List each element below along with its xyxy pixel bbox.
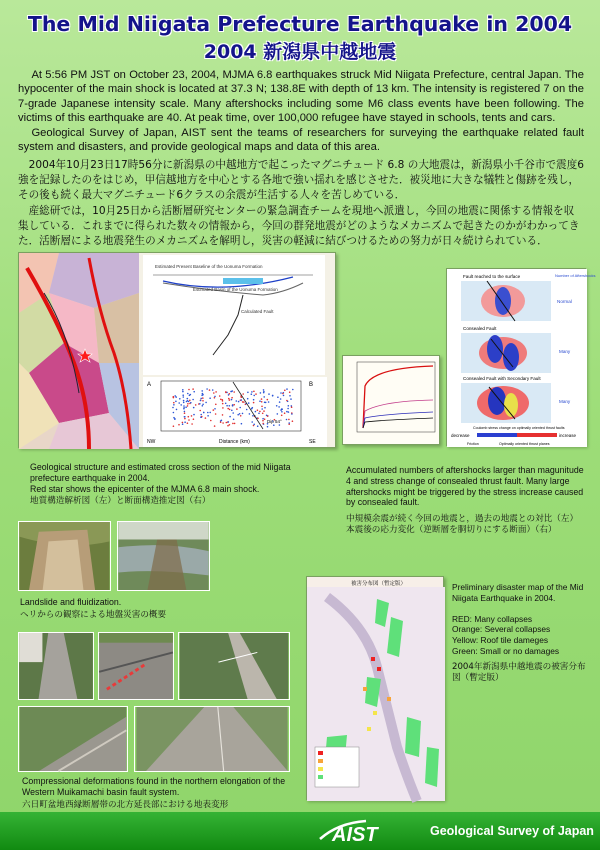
earthquake-dot <box>278 406 280 408</box>
earthquake-dot <box>233 419 235 421</box>
stress-label-optimal: Optimally oriented thrust planes <box>499 442 550 446</box>
earthquake-dot <box>203 412 205 414</box>
earthquake-dot <box>247 392 249 394</box>
earthquake-dot <box>228 394 230 396</box>
earthquake-dot <box>280 392 282 394</box>
aftershock-caption-ja: 中規模余震が続く今回の地震と，過去の地震との対比（左）本震後の応力変化（逆断層を胴切りにする断面）（右） <box>346 514 579 535</box>
landslide-caption <box>20 597 220 621</box>
earthquake-dot <box>187 405 189 407</box>
earthquake-dot <box>286 388 288 390</box>
earthquake-dot <box>202 394 204 396</box>
earthquake-dot <box>178 424 180 426</box>
earthquake-dot <box>184 411 186 413</box>
earthquake-dot <box>175 401 177 403</box>
legend-red: RED: Many collapses <box>452 613 533 624</box>
earthquake-dot <box>255 393 257 395</box>
earthquake-dot <box>241 399 243 401</box>
landslide-photo-2 <box>117 521 210 591</box>
geology-caption-ja: 地質構造解析図（左）と断面構造推定図（右） <box>30 496 211 507</box>
earthquake-dot <box>263 392 265 394</box>
earthquake-dot <box>200 414 202 416</box>
earthquake-dot <box>233 404 235 406</box>
earthquake-dot <box>281 415 283 417</box>
earthquake-dot <box>232 423 234 425</box>
earthquake-dot <box>183 407 185 409</box>
earthquake-dot <box>202 400 204 402</box>
earthquake-dot <box>268 401 270 403</box>
earthquake-dot <box>259 411 261 413</box>
earthquake-dot <box>188 416 190 418</box>
landslide-caption-ja: ヘリからの観察による地盤災害の概要 <box>20 609 167 620</box>
aftershock-count-chart <box>343 356 441 446</box>
earthquake-dot <box>253 391 255 393</box>
earthquake-dot <box>199 410 201 412</box>
earthquake-dot <box>213 409 215 411</box>
earthquake-dot <box>267 399 269 401</box>
seismicity-section <box>143 377 327 447</box>
earthquake-dot <box>182 422 184 424</box>
earthquake-dot <box>215 391 217 393</box>
earthquake-dot <box>260 392 262 394</box>
stress-label-many: Many <box>559 349 571 354</box>
earthquake-dot <box>205 402 207 404</box>
earthquake-dot <box>284 412 286 414</box>
stress-label-f1: Fault reached to the surface <box>463 274 521 279</box>
earthquake-dot <box>190 402 192 404</box>
earthquake-dot <box>202 397 204 399</box>
stress-label-num: Number of Aftershocks <box>555 273 596 278</box>
geology-caption-en2: Red star shows the epicenter of the MJMA 6.8 main shock. <box>30 483 260 494</box>
earthquake-dot <box>280 398 282 400</box>
earthquake-dot <box>231 397 233 399</box>
footer-bar <box>0 812 600 850</box>
earthquake-dot <box>200 400 202 402</box>
earthquake-dot <box>193 391 195 393</box>
earthquake-dot <box>228 421 230 423</box>
stress-plot-3 <box>461 383 551 423</box>
earthquake-dot <box>251 408 253 410</box>
earthquake-dot <box>178 402 180 404</box>
earthquake-dot <box>255 411 257 413</box>
earthquake-dot <box>240 415 242 417</box>
earthquake-dot <box>222 400 224 402</box>
earthquake-dot <box>233 391 235 393</box>
label-basin: Estimated Basin of the Uonuma Formation <box>193 287 278 292</box>
disaster-caption-en: Preliminary disaster map of the Mid Niigata Earthquake in 2004. <box>452 582 584 603</box>
earthquake-dot <box>257 418 259 420</box>
earthquake-dot <box>239 413 241 415</box>
earthquake-dot <box>183 396 185 398</box>
earthquake-dot <box>257 425 259 427</box>
earthquake-dot <box>215 404 217 406</box>
earthquake-dot <box>183 400 185 402</box>
earthquake-dot <box>267 426 269 428</box>
earthquake-dot <box>262 420 264 422</box>
stress-plot-2 <box>461 333 551 373</box>
earthquake-dot <box>225 391 227 393</box>
earthquake-dot <box>242 401 244 403</box>
earthquake-dot <box>172 407 174 409</box>
earthquake-dot <box>215 413 217 415</box>
earthquake-dot <box>276 405 278 407</box>
earthquake-dot <box>188 419 190 421</box>
earthquake-dot <box>226 405 228 407</box>
earthquake-dot <box>263 396 265 398</box>
earthquake-dot <box>229 405 231 407</box>
compression-photo-1 <box>18 632 94 700</box>
aftershock-caption <box>346 465 586 536</box>
earthquake-dot <box>264 407 266 409</box>
label-dip: Dip 54° <box>267 419 282 424</box>
earthquake-dot <box>207 415 209 417</box>
earthquake-dot <box>187 403 189 405</box>
cross-section-diagram <box>143 255 325 375</box>
earthquake-dot <box>187 422 189 424</box>
legend-orange: Orange: Several collapses <box>452 624 551 635</box>
earthquake-dot <box>258 413 260 415</box>
earthquake-dot <box>288 419 290 421</box>
earthquake-dot <box>267 415 269 417</box>
earthquake-dot <box>199 403 201 405</box>
earthquake-dot <box>262 413 264 415</box>
earthquake-dot <box>273 424 275 426</box>
earthquake-dot <box>238 401 240 403</box>
geology-caption <box>30 462 330 507</box>
earthquake-dot <box>251 391 253 393</box>
disaster-map-panel <box>306 576 444 800</box>
earthquake-dot <box>183 405 185 407</box>
earthquake-dot <box>226 422 228 424</box>
earthquake-dot <box>241 423 243 425</box>
earthquake-dot <box>264 402 266 404</box>
earthquake-dot <box>253 399 255 401</box>
aftershock-graph-panel <box>342 355 440 445</box>
earthquake-dot <box>229 416 231 418</box>
label-se: SE <box>309 439 316 445</box>
earthquake-dot <box>239 407 241 409</box>
earthquake-dot <box>288 411 290 413</box>
intro-japanese <box>18 158 584 249</box>
earthquake-dot <box>202 404 204 406</box>
earthquake-dot <box>206 388 208 390</box>
label-b: B <box>309 382 314 388</box>
earthquake-dot <box>193 418 195 420</box>
stress-change-diagram <box>447 269 596 447</box>
earthquake-dot <box>182 423 184 425</box>
earthquake-dot <box>237 414 239 416</box>
earthquake-dot <box>283 395 285 397</box>
stress-label-increase: increase <box>559 433 577 438</box>
earthquake-dot <box>220 421 222 423</box>
earthquake-dot <box>209 397 211 399</box>
earthquake-dot <box>279 401 281 403</box>
stress-plot-1 <box>461 281 551 321</box>
earthquake-dot <box>292 389 294 391</box>
earthquake-dot <box>268 393 270 395</box>
earthquake-dot <box>279 424 281 426</box>
poster-subtitle: 2004 新潟県中越地震 <box>203 41 397 63</box>
earthquake-dot <box>173 425 175 427</box>
earthquake-dot <box>220 399 222 401</box>
earthquake-dot <box>187 393 189 395</box>
earthquake-dot <box>176 409 178 411</box>
earthquake-dot <box>229 399 231 401</box>
earthquake-dot <box>246 409 248 411</box>
stress-change-panel <box>446 268 596 446</box>
legend-green: Green: Small or no damages <box>452 645 560 656</box>
earthquake-dot <box>251 421 253 423</box>
earthquake-dot <box>259 400 261 402</box>
compression-photo-5 <box>134 706 290 772</box>
stress-label-f2: Consealed Fault <box>463 326 497 331</box>
earthquake-dot <box>232 405 234 407</box>
stress-label-many2: Many <box>559 399 571 404</box>
earthquake-dot <box>236 408 238 410</box>
stress-label-f3: Consealed Fault with Secondary Fault <box>463 376 541 381</box>
earthquake-dot <box>173 412 175 414</box>
aftershock-caption-en: Accumulated numbers of aftershocks larger than magunitude 4 and stress change of consealed thrust fault. Many large aftershocks might be triggered by the stress increase caused by consealed fault. <box>346 465 584 508</box>
label-distance: Distance (km) <box>219 439 250 445</box>
aist-logo <box>318 819 428 845</box>
landslide-caption-en: Landslide and fluidization. <box>20 597 122 607</box>
earthquake-dot <box>174 418 176 420</box>
compression-caption <box>22 776 312 810</box>
earthquake-dot <box>205 417 207 419</box>
earthquake-dot <box>230 391 232 393</box>
earthquake-dot <box>214 425 216 427</box>
earthquake-dot <box>231 410 233 412</box>
earthquake-dot <box>221 420 223 422</box>
earthquake-dot <box>184 421 186 423</box>
earthquake-dot <box>184 412 186 414</box>
earthquake-dot <box>261 406 263 408</box>
earthquake-dot <box>253 424 255 426</box>
earthquake-dot <box>263 389 265 391</box>
stress-label-normal: Normal <box>557 299 572 304</box>
earthquake-dot <box>213 392 215 394</box>
earthquake-dot <box>261 408 263 410</box>
earthquake-dot <box>248 402 250 404</box>
earthquake-dot <box>185 406 187 408</box>
earthquake-dot <box>200 398 202 400</box>
earthquake-dot <box>288 422 290 424</box>
earthquake-dot <box>231 399 233 401</box>
earthquake-dot <box>190 394 192 396</box>
earthquake-dot <box>193 414 195 416</box>
intro-en-paragraph-1: At 5:56 PM JST on October 23, 2004, MJMA 6.8 earthquakes struck Mid Niigata Prefecture, central Japan. The hypocenter of the main shock is located at 37.3 N; 138.8E with depth of 13 km. The intensity is registered 7 on the 7-grade Japanese intensity scale. Many aftershocks including some M6 class events have been following. The victims of this earthquake are 40. At peak time, over 100,000 refugee have stayed in schools, tents and cars. <box>18 69 584 125</box>
label-fault: Calculated Fault <box>241 309 274 314</box>
earthquake-dot <box>251 393 253 395</box>
earthquake-dot <box>229 409 231 411</box>
earthquake-dot <box>242 413 244 415</box>
earthquake-dot <box>219 395 221 397</box>
earthquake-dot <box>290 398 292 400</box>
earthquake-dot <box>227 408 229 410</box>
legend-yellow: Yellow: Roof tile dameges <box>452 634 549 645</box>
earthquake-dot <box>253 402 255 404</box>
earthquake-dot <box>191 423 193 425</box>
earthquake-dot <box>232 412 234 414</box>
earthquake-dot <box>277 396 279 398</box>
earthquake-dot <box>284 390 286 392</box>
intro-en-paragraph-2: Geological Survey of Japan, AIST sent the teams of researchers for surveying the earthquake related fault system and disasters, and provide geological maps and data of this area. <box>18 126 584 154</box>
stress-label-coulomb: Coulomb stress change on optimally oriented thrust faults <box>473 426 565 430</box>
earthquake-dot <box>207 412 209 414</box>
earthquake-dot <box>227 425 229 427</box>
earthquake-dot <box>261 401 263 403</box>
earthquake-dot <box>214 396 216 398</box>
earthquake-dot <box>222 422 224 424</box>
earthquake-dot <box>182 391 184 393</box>
geology-caption-en: Geological structure and estimated cross section of the mid Niigata prefecture earthquake in 2004. <box>30 462 291 483</box>
earthquake-dot <box>209 412 211 414</box>
earthquake-dot <box>247 398 249 400</box>
earthquake-dot <box>195 404 197 406</box>
label-nw: NW <box>147 439 156 445</box>
intro-ja-paragraph-2: 産総研では，10月25日から活断層研究センターの緊急調査チームを現地へ派遣し，今回の地震に関係する情報を収集している．これまでに得られた数々の情報から，今回の群発地震がどのようなメカニズムで起きたのかがわかってきた．活断層による地震発生のメカニズムを解明し，災害の軽減に結びつけるための努力が日々続けられている． <box>18 204 580 248</box>
earthquake-dot <box>289 395 291 397</box>
earthquake-dot <box>272 395 274 397</box>
earthquake-dot <box>257 409 259 411</box>
earthquake-dot <box>175 396 177 398</box>
earthquake-dot <box>264 418 266 420</box>
earthquake-dot <box>291 406 293 408</box>
earthquake-dot <box>183 402 185 404</box>
geology-panel <box>18 252 336 448</box>
earthquake-dot <box>192 388 194 390</box>
disaster-caption <box>452 582 592 683</box>
disaster-map-title: 被害分布図（暫定版） <box>351 581 407 587</box>
earthquake-dot <box>253 395 255 397</box>
earthquake-dot <box>286 419 288 421</box>
compression-caption-ja: 六日町盆地西縁断層帯の北方延長部における地表変形 <box>22 799 229 810</box>
intro-ja-paragraph-1: 2004年10月23日17時56分に新潟県の中越地方で起こったマグニチュード 6.8 の大地震は，新潟県小千谷市で震度6強を記録したのをはじめ，甲信越地方を中心とする各地で強い揺れを感じさせた．被災地に大きな犠牲と傷跡を残し，その後も続く最大マグニチュード6クラスの余震が生活する人々を苦しめている． <box>18 159 584 202</box>
earthquake-dot <box>229 424 231 426</box>
earthquake-dot <box>210 420 212 422</box>
earthquake-dot <box>292 420 294 422</box>
earthquake-dot <box>242 393 244 395</box>
earthquake-dot <box>280 409 282 411</box>
earthquake-dot <box>182 389 184 391</box>
earthquake-dot <box>289 391 291 393</box>
earthquake-dot <box>173 397 175 399</box>
earthquake-dot <box>222 407 224 409</box>
landslide-photo-1 <box>18 521 111 591</box>
disaster-caption-ja: 2004年新潟県中越地震の被害分布図（暫定版） <box>452 662 586 683</box>
stress-label-friction: Friction <box>467 442 479 446</box>
label-a: A <box>147 382 152 388</box>
earthquake-dot <box>192 399 194 401</box>
earthquake-dot <box>225 403 227 405</box>
earthquake-dot <box>263 410 265 412</box>
intro-english <box>18 68 584 154</box>
earthquake-dot <box>187 400 189 402</box>
earthquake-dot <box>184 418 186 420</box>
earthquake-dot <box>201 416 203 418</box>
aist-logo-text: AIST <box>332 824 378 846</box>
earthquake-dot <box>212 389 214 391</box>
earthquake-dot <box>214 397 216 399</box>
earthquake-dot <box>189 400 191 402</box>
earthquake-dot <box>214 408 216 410</box>
earthquake-dot <box>281 411 283 413</box>
earthquake-dot <box>180 404 182 406</box>
disaster-map <box>307 587 445 801</box>
earthquake-dot <box>287 408 289 410</box>
earthquake-dot <box>188 389 190 391</box>
poster-title: The Mid Niigata Prefecture Earthquake in 2004 <box>27 12 573 36</box>
earthquake-dot <box>179 398 181 400</box>
earthquake-dot <box>187 398 189 400</box>
earthquake-dot <box>193 407 195 409</box>
org-name: Geological Survey of Japan <box>430 824 594 838</box>
earthquake-dot <box>262 418 264 420</box>
earthquake-dot <box>277 413 279 415</box>
earthquake-dot <box>228 398 230 400</box>
earthquake-dot <box>252 415 254 417</box>
label-baseline: Estimated Present Baseline of the Uonuma Formation <box>155 264 263 269</box>
earthquake-dot <box>222 403 224 405</box>
earthquake-dot <box>222 414 224 416</box>
earthquake-dot <box>288 405 290 407</box>
earthquake-dot <box>173 404 175 406</box>
compression-photo-2 <box>98 632 174 700</box>
earthquake-dot <box>182 394 184 396</box>
earthquake-dot <box>201 390 203 392</box>
earthquake-dot <box>236 400 238 402</box>
earthquake-dot <box>262 423 264 425</box>
earthquake-dot <box>249 413 251 415</box>
earthquake-dot <box>286 400 288 402</box>
compression-photo-4 <box>18 706 128 772</box>
earthquake-dot <box>209 389 211 391</box>
earthquake-dot <box>291 413 293 415</box>
earthquake-dot <box>184 416 186 418</box>
earthquake-dot <box>282 393 284 395</box>
earthquake-dot <box>202 405 204 407</box>
earthquake-dot <box>234 423 236 425</box>
earthquake-dot <box>286 411 288 413</box>
earthquake-dot <box>261 398 263 400</box>
compression-photo-3 <box>178 632 290 700</box>
geology-map <box>19 253 139 449</box>
earthquake-dot <box>191 415 193 417</box>
stress-label-decrease: decrease <box>451 433 470 438</box>
earthquake-dot <box>173 402 175 404</box>
compression-caption-en: Compressional deformations found in the northern elongation of the Western Muikamachi basin fault system. <box>22 776 286 797</box>
